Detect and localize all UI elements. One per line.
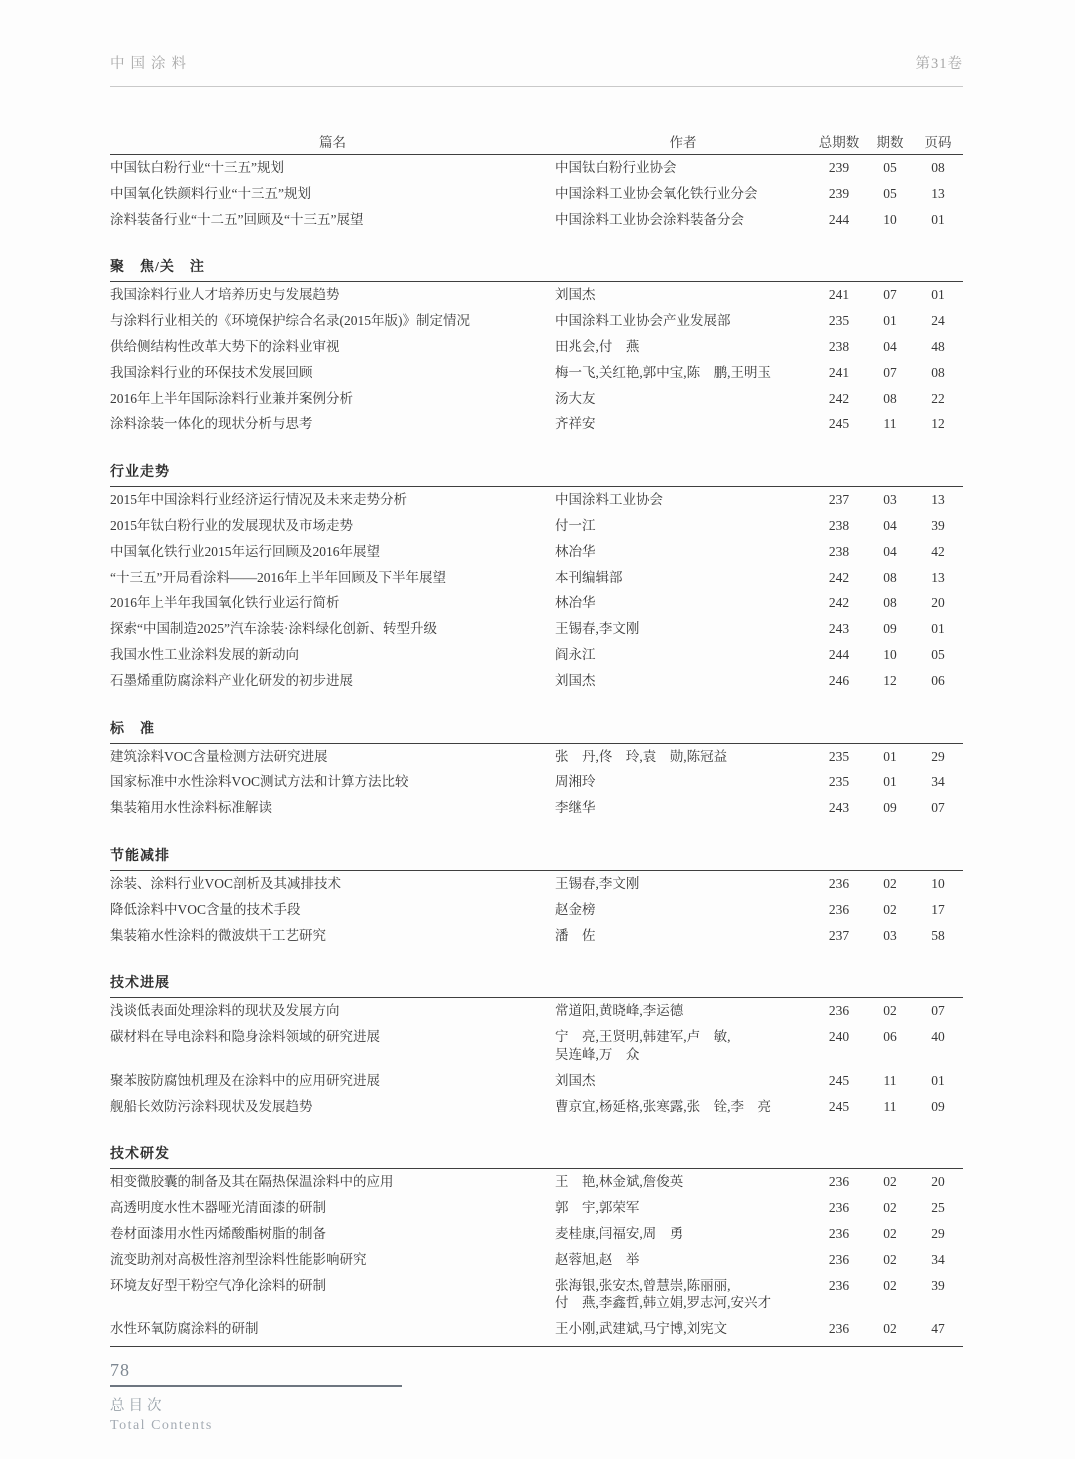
article-row <box>110 616 963 642</box>
article-issue: 06 <box>883 1029 897 1045</box>
article-row <box>110 207 963 233</box>
article-authors <box>555 748 811 766</box>
article-title: 国家标准中水性涂料VOC测试方法和计算方法比较 <box>110 774 409 790</box>
article-authors <box>555 1028 811 1064</box>
article-authors <box>555 799 811 817</box>
article-authors <box>555 415 811 433</box>
author-line: 阎永江 <box>555 646 596 662</box>
article-row <box>110 923 963 949</box>
article-total-issue: 236 <box>828 1277 850 1293</box>
article-authors <box>555 312 811 330</box>
author-line: 中国涂料工业协会 <box>555 492 663 508</box>
article-row <box>110 360 963 386</box>
article-row <box>110 1273 963 1317</box>
section-heading: 技术研发 <box>110 1147 170 1163</box>
article-row <box>110 668 963 694</box>
footer-rule <box>110 1385 402 1387</box>
article-authors <box>555 491 811 509</box>
article-issue: 03 <box>883 492 897 508</box>
article-issue: 09 <box>883 800 897 816</box>
article-total-issue: 236 <box>828 1251 850 1267</box>
article-page: 22 <box>931 390 945 406</box>
article-row <box>110 998 963 1024</box>
article-authors <box>555 211 811 229</box>
article-page: 39 <box>931 517 945 533</box>
article-row <box>110 744 963 770</box>
author-line: 林冶华 <box>555 543 596 559</box>
author-line: 麦桂康,闫福安,周 勇 <box>555 1225 684 1241</box>
article-title: 浅谈低表面处理涂料的现状及发展方向 <box>110 1003 340 1019</box>
article-issue: 08 <box>883 569 897 585</box>
article-total-issue: 244 <box>828 646 850 662</box>
article-row <box>110 565 963 591</box>
article-authors <box>555 1320 811 1338</box>
article-authors <box>555 672 811 690</box>
author-line: 付一江 <box>555 517 596 533</box>
article-title: 相变微胶囊的制备及其在隔热保温涂料中的应用 <box>110 1174 394 1190</box>
article-page: 17 <box>931 901 945 917</box>
article-row <box>110 1068 963 1094</box>
article-title: 2015年中国涂料行业经济运行情况及未来走势分析 <box>110 492 407 508</box>
article-title: 中国氧化铁行业2015年运行回顾及2016年展望 <box>110 543 380 559</box>
article-title: 涂料装备行业“十二五”回顾及“十三五”展望 <box>110 211 364 227</box>
article-total-issue: 240 <box>828 1029 850 1045</box>
article-row <box>110 1169 963 1195</box>
article-title: 供给侧结构性改革大势下的涂料业审视 <box>110 338 340 354</box>
article-title: 建筑涂料VOC含量检测方法研究进展 <box>110 748 328 764</box>
page-header <box>110 52 963 73</box>
article-authors <box>555 901 811 919</box>
author-line: 田兆会,付 燕 <box>555 338 640 354</box>
article-page: 40 <box>931 1029 945 1045</box>
page-number: 78 <box>110 1360 130 1380</box>
author-line: 潘 佐 <box>555 927 596 943</box>
article-row <box>110 539 963 565</box>
article-title: 涂料涂装一体化的现状分析与思考 <box>110 416 313 432</box>
article-total-issue: 238 <box>828 338 850 354</box>
article-authors <box>555 338 811 356</box>
article-total-issue: 241 <box>828 287 850 303</box>
article-issue: 02 <box>883 1277 897 1293</box>
article-page: 01 <box>931 1072 945 1088</box>
article-total-issue: 238 <box>828 517 850 533</box>
article-page: 48 <box>931 338 945 354</box>
article-row <box>110 642 963 668</box>
article-total-issue: 236 <box>828 1321 850 1337</box>
article-issue: 02 <box>883 1174 897 1190</box>
column-header-page: 页码 <box>924 135 952 150</box>
article-issue: 03 <box>883 927 897 943</box>
author-line: 刘国杰 <box>555 672 596 688</box>
article-authors <box>555 1277 811 1313</box>
article-authors <box>555 390 811 408</box>
author-line: 张海银,张安杰,曾慧崇,陈丽丽, <box>555 1277 731 1293</box>
article-page: 20 <box>931 1174 945 1190</box>
article-page: 06 <box>931 672 945 688</box>
article-issue: 11 <box>883 1072 897 1088</box>
article-total-issue: 244 <box>828 211 850 227</box>
article-total-issue: 235 <box>828 774 850 790</box>
section-heading: 技术进展 <box>110 976 170 992</box>
author-line: 曹京宜,杨延格,张寒露,张 铨,李 亮 <box>555 1098 771 1114</box>
article-total-issue: 242 <box>828 569 850 585</box>
article-page: 13 <box>931 569 945 585</box>
author-line: 赵蓉旭,赵 举 <box>555 1251 640 1267</box>
author-line: 中国钛白粉行业协会 <box>555 160 677 175</box>
article-page: 42 <box>931 543 945 559</box>
author-line: 宁 亮,王贤明,韩建军,卢 敏, <box>555 1029 731 1045</box>
article-authors <box>555 1225 811 1243</box>
article-issue: 11 <box>883 1098 897 1114</box>
article-total-issue: 237 <box>828 492 850 508</box>
article-authors <box>555 620 811 638</box>
article-title: 我国涂料行业人才培养历史与发展趋势 <box>110 287 340 303</box>
author-line: 齐祥安 <box>555 416 596 432</box>
article-issue: 05 <box>883 185 897 201</box>
article-row <box>110 1316 963 1342</box>
article-row <box>110 155 963 181</box>
article-issue: 01 <box>883 748 897 764</box>
footer-label-en: Total Contents <box>110 1418 213 1433</box>
author-line: 郭 宇,郭荣军 <box>555 1200 640 1216</box>
article-page: 07 <box>931 1003 945 1019</box>
article-row <box>110 1195 963 1221</box>
page-content <box>110 52 963 1347</box>
article-page: 13 <box>931 185 945 201</box>
article-title: 流变助剂对高极性溶剂型涂料性能影响研究 <box>110 1251 367 1267</box>
table-bottom-rule <box>110 1346 963 1347</box>
article-row <box>110 308 963 334</box>
article-issue: 12 <box>883 672 897 688</box>
article-row <box>110 897 963 923</box>
author-line: 常道阳,黄晓峰,李运德 <box>555 1003 684 1019</box>
article-issue: 02 <box>883 875 897 891</box>
article-authors <box>555 1173 811 1191</box>
article-authors <box>555 543 811 561</box>
article-page: 08 <box>931 364 945 380</box>
article-title: 水性环氧防腐涂料的研制 <box>110 1321 259 1337</box>
article-issue: 07 <box>883 364 897 380</box>
journal-title: 中国涂料 <box>110 56 192 72</box>
article-title: 环境友好型干粉空气净化涂料的研制 <box>110 1277 326 1293</box>
article-total-issue: 236 <box>828 875 850 891</box>
toc-section <box>110 849 963 948</box>
article-row <box>110 1024 963 1068</box>
article-page: 47 <box>931 1321 945 1337</box>
column-header-total-issue: 总期数 <box>818 135 860 150</box>
article-page: 10 <box>931 875 945 891</box>
toc-section <box>110 722 963 821</box>
article-row <box>110 1221 963 1247</box>
article-title: 2016年上半年我国氧化铁行业运行简析 <box>110 595 340 611</box>
article-total-issue: 236 <box>828 1003 850 1019</box>
article-authors <box>555 286 811 304</box>
article-authors <box>555 1072 811 1090</box>
article-row <box>110 411 963 437</box>
toc-section <box>110 465 963 693</box>
article-issue: 02 <box>883 1003 897 1019</box>
article-total-issue: 242 <box>828 390 850 406</box>
article-title: 降低涂料中VOC含量的技术手段 <box>110 901 301 917</box>
article-title: 涂装、涂料行业VOC剖析及其减排技术 <box>110 875 342 891</box>
article-row <box>110 769 963 795</box>
author-line: 赵金榜 <box>555 901 596 917</box>
article-issue: 11 <box>883 416 897 432</box>
article-page: 13 <box>931 492 945 508</box>
article-authors <box>555 185 811 203</box>
article-title: 我国水性工业涂料发展的新动向 <box>110 646 299 662</box>
article-authors <box>555 569 811 587</box>
article-page: 05 <box>931 646 945 662</box>
author-line: 中国涂料工业协会产业发展部 <box>555 313 731 329</box>
article-authors <box>555 517 811 535</box>
article-page: 07 <box>931 800 945 816</box>
table-header <box>110 131 963 151</box>
article-issue: 02 <box>883 1321 897 1337</box>
article-title: “十三五”开局看涂料——2016年上半年回顾及下半年展望 <box>110 569 446 585</box>
article-authors <box>555 875 811 893</box>
footer-label-cn: 总目次 <box>110 1398 166 1414</box>
article-row <box>110 386 963 412</box>
article-issue: 10 <box>883 646 897 662</box>
author-line: 中国涂料工业协会氧化铁行业分会 <box>555 185 758 201</box>
article-title: 2016年上半年国际涂料行业兼并案例分析 <box>110 390 353 406</box>
article-row <box>110 282 963 308</box>
article-page: 29 <box>931 748 945 764</box>
author-line: 张 丹,佟 玲,袁 勋,陈冠益 <box>555 748 728 764</box>
article-issue: 08 <box>883 595 897 611</box>
article-total-issue: 245 <box>828 1072 850 1088</box>
author-line: 王锡春,李文刚 <box>555 621 640 637</box>
article-title: 高透明度水性木器哑光清面漆的研制 <box>110 1200 326 1216</box>
toc-section <box>110 976 963 1119</box>
author-line: 付 燕,李鑫哲,韩立娟,罗志河,安兴才 <box>555 1295 771 1311</box>
article-total-issue: 239 <box>828 160 850 175</box>
article-authors <box>555 927 811 945</box>
article-authors <box>555 594 811 612</box>
article-page: 24 <box>931 313 945 329</box>
article-total-issue: 242 <box>828 595 850 611</box>
article-total-issue: 236 <box>828 1225 850 1241</box>
author-line: 中国涂料工业协会涂料装备分会 <box>555 211 744 227</box>
article-issue: 02 <box>883 901 897 917</box>
article-title: 中国钛白粉行业“十三五”规划 <box>110 160 284 175</box>
article-page: 25 <box>931 1200 945 1216</box>
article-issue: 02 <box>883 1200 897 1216</box>
article-total-issue: 239 <box>828 185 850 201</box>
article-total-issue: 241 <box>828 364 850 380</box>
article-issue: 02 <box>883 1225 897 1241</box>
article-issue: 01 <box>883 313 897 329</box>
article-issue: 01 <box>883 774 897 790</box>
article-title: 舰船长效防污涂料现状及发展趋势 <box>110 1098 313 1114</box>
article-row <box>110 871 963 897</box>
article-row <box>110 181 963 207</box>
author-line: 本刊编辑部 <box>555 569 623 585</box>
article-title: 2015年钛白粉行业的发展现状及市场走势 <box>110 517 353 533</box>
column-header-title: 篇名 <box>319 135 346 150</box>
article-row <box>110 487 963 513</box>
article-row <box>110 334 963 360</box>
article-page: 39 <box>931 1277 945 1293</box>
article-issue: 07 <box>883 287 897 303</box>
section-heading: 标 准 <box>110 721 155 737</box>
article-authors <box>555 1251 811 1269</box>
article-issue: 02 <box>883 1251 897 1267</box>
author-line: 周湘玲 <box>555 774 596 790</box>
article-authors <box>555 1098 811 1116</box>
article-total-issue: 238 <box>828 543 850 559</box>
article-page: 09 <box>931 1098 945 1114</box>
author-line: 林冶华 <box>555 595 596 611</box>
article-issue: 09 <box>883 621 897 637</box>
header-rule <box>110 86 963 87</box>
author-line: 刘国杰 <box>555 287 596 303</box>
article-page: 12 <box>931 416 945 432</box>
article-authors <box>555 364 811 382</box>
article-title: 碳材料在导电涂料和隐身涂料领域的研究进展 <box>110 1029 380 1045</box>
toc-section <box>110 1147 963 1342</box>
section-heading: 节能减排 <box>110 848 170 864</box>
article-total-issue: 243 <box>828 800 850 816</box>
article-page: 01 <box>931 287 945 303</box>
article-row <box>110 1094 963 1120</box>
toc-section <box>110 260 963 437</box>
article-total-issue: 236 <box>828 901 850 917</box>
article-authors <box>555 1199 811 1217</box>
column-header-issue: 期数 <box>876 135 904 150</box>
article-title: 集装箱用水性涂料标准解读 <box>110 800 272 816</box>
author-line: 吴连峰,万 众 <box>555 1046 640 1062</box>
article-total-issue: 236 <box>828 1200 850 1216</box>
article-total-issue: 243 <box>828 621 850 637</box>
article-issue: 08 <box>883 390 897 406</box>
author-line: 王小刚,武建斌,马宁博,刘宪文 <box>555 1321 728 1337</box>
article-issue: 04 <box>883 543 897 559</box>
page-footer <box>110 1360 402 1434</box>
article-title: 集装箱水性涂料的微波烘干工艺研究 <box>110 927 326 943</box>
article-page: 29 <box>931 1225 945 1241</box>
article-issue: 04 <box>883 517 897 533</box>
article-title: 探索“中国制造2025”汽车涂装·涂料绿化创新、转型升级 <box>110 621 437 637</box>
article-total-issue: 246 <box>828 672 850 688</box>
article-total-issue: 236 <box>828 1174 850 1190</box>
article-page: 34 <box>931 1251 945 1267</box>
author-line: 梅一飞,关红艳,郭中宝,陈 鹏,王明玉 <box>555 364 771 380</box>
article-page: 20 <box>931 595 945 611</box>
toc-section <box>110 155 963 232</box>
article-title: 卷材面漆用水性丙烯酸酯树脂的制备 <box>110 1225 326 1241</box>
article-authors <box>555 646 811 664</box>
article-page: 34 <box>931 774 945 790</box>
article-authors <box>555 1002 811 1020</box>
article-issue: 05 <box>883 160 897 175</box>
article-page: 58 <box>931 927 945 943</box>
article-total-issue: 245 <box>828 1098 850 1114</box>
article-authors <box>555 773 811 791</box>
article-row <box>110 1247 963 1273</box>
article-row <box>110 590 963 616</box>
article-page: 08 <box>931 160 945 175</box>
article-total-issue: 237 <box>828 927 850 943</box>
article-total-issue: 245 <box>828 416 850 432</box>
article-page: 01 <box>931 211 945 227</box>
article-title: 与涂料行业相关的《环境保护综合名录(2015年版)》制定情况 <box>110 313 470 329</box>
volume-label: 第31卷 <box>915 56 963 72</box>
article-title: 我国涂料行业的环保技术发展回顾 <box>110 364 313 380</box>
article-issue: 10 <box>883 211 897 227</box>
article-row <box>110 513 963 539</box>
author-line: 王 艳,林金斌,詹俊英 <box>555 1174 684 1190</box>
section-heading: 聚 焦/关 注 <box>110 260 205 276</box>
author-line: 刘国杰 <box>555 1072 596 1088</box>
article-title: 石墨烯重防腐涂料产业化研发的初步进展 <box>110 672 353 688</box>
author-line: 王锡春,李文刚 <box>555 875 640 891</box>
article-total-issue: 235 <box>828 313 850 329</box>
article-page: 01 <box>931 621 945 637</box>
article-total-issue: 235 <box>828 748 850 764</box>
article-row <box>110 795 963 821</box>
toc-sections <box>110 155 963 1342</box>
article-title: 聚苯胺防腐蚀机理及在涂料中的应用研究进展 <box>110 1072 380 1088</box>
article-issue: 04 <box>883 338 897 354</box>
column-header-author: 作者 <box>669 135 697 150</box>
author-line: 李继华 <box>555 800 596 816</box>
article-title: 中国氧化铁颜料行业“十三五”规划 <box>110 185 311 201</box>
author-line: 汤大友 <box>555 390 596 406</box>
article-authors <box>555 159 811 177</box>
section-heading: 行业走势 <box>110 465 170 481</box>
